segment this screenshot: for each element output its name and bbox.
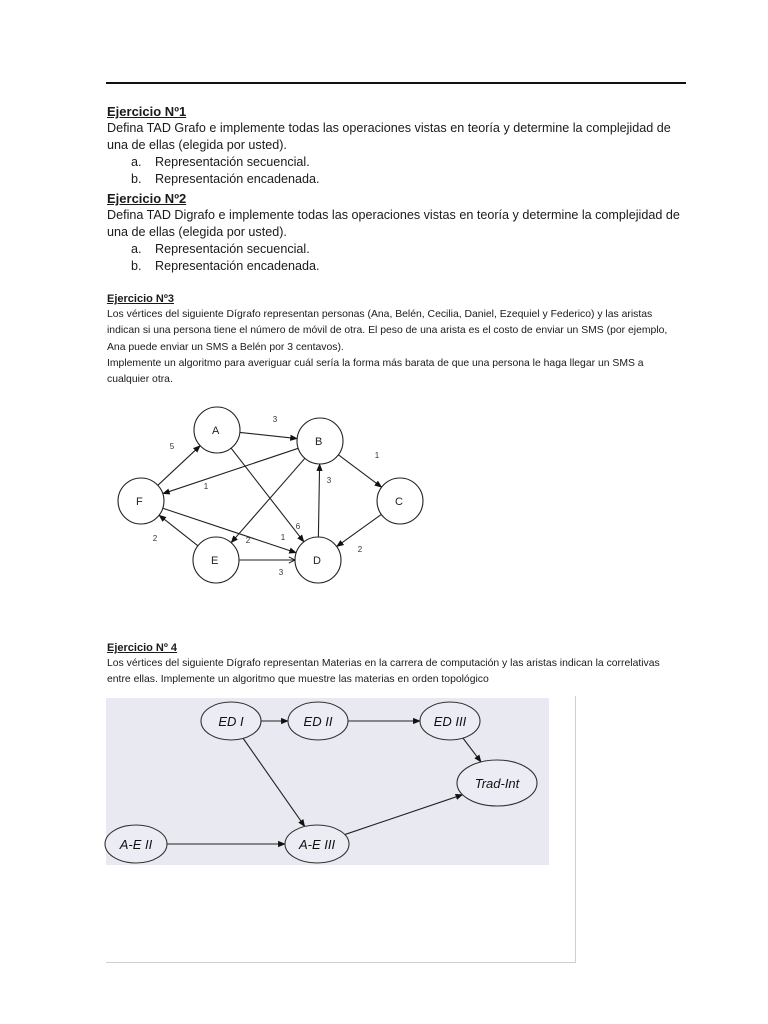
edge-A-E-III-to-Trad-Int [345, 795, 463, 835]
graph2-nodes [105, 702, 537, 863]
exercise-4-text: Los vértices del siguiente Dígrafo representan Materias en la carrera de computación y las aristas indican la correlativas entre ellas. Implemente un algoritmo que muestre las materias en orden topológico [107, 658, 660, 686]
edge-weight-F-D: 1 [280, 533, 286, 542]
course-label-ED-II: ED II [303, 714, 333, 729]
exercise-1-heading: Ejercicio Nº1 [107, 104, 187, 119]
edge-weight-B-E: 2 [245, 536, 251, 545]
exercise-2-heading: Ejercicio Nº2 [107, 191, 187, 206]
node-label-E: E [211, 555, 219, 567]
edge-weight-B-C: 1 [374, 451, 380, 460]
node-label-A: A [212, 425, 220, 437]
exercise-1-item-b: b. Representación encadenada. [131, 172, 320, 186]
edge-weight-C-D: 2 [357, 545, 363, 554]
edge-ED-III-to-Trad-Int [463, 738, 481, 762]
course-label-A-E-II: A-E II [119, 837, 153, 852]
edge-weight-D-B: 3 [326, 476, 332, 485]
edge-ED-I-to-A-E-III [243, 738, 305, 826]
edge-weight-E-F: 2 [152, 534, 158, 543]
edge-weight-A-B: 3 [272, 415, 278, 424]
exercise-1-text: Defina TAD Grafo e implemente todas las operaciones vistas en teoría y determine la complejidad de una de ellas (elegida por usted). [107, 121, 671, 152]
node-label-F: F [136, 496, 143, 508]
course-label-Trad-Int: Trad-Int [474, 776, 520, 791]
edge-weight-A-D: 6 [295, 522, 301, 531]
exercise-2-item-b: b. Representación encadenada. [131, 259, 320, 273]
node-label-D: D [313, 555, 321, 567]
course-label-A-E-III: A-E III [298, 837, 336, 852]
exercise-3-text: Los vértices del siguiente Dígrafo representan personas (Ana, Belén, Cecilia, Daniel, Ezequiel y Federico) y las aristas indican si una persona tiene el número de móvil de otra. El peso de una arista es el costo de enviar un SMS (por ejemplo, Ana puede enviar un SMS a Belén por 3 centavos). [107, 309, 668, 353]
node-label-B: B [315, 436, 323, 448]
edge-weight-F-A: 5 [169, 442, 175, 451]
exercise-4-heading: Ejercicio Nº 4 [107, 642, 178, 654]
exercise-3-heading: Ejercicio Nº3 [107, 293, 174, 305]
exercise-2-text: Defina TAD Digrafo e implemente todas las operaciones vistas en teoría y determine la complejidad de una de ellas (elegida por usted). [107, 208, 680, 239]
course-label-ED-I: ED I [218, 714, 244, 729]
edge-weight-E-D: 3 [278, 568, 284, 577]
node-label-C: C [395, 496, 403, 508]
course-label-ED-III: ED III [433, 714, 467, 729]
exercise-2-item-a: a. Representación secuencial. [131, 242, 310, 256]
edge-weight-B-F: 1 [203, 482, 209, 491]
exercise-3-text2: Implemente un algoritmo para averiguar cuál sería la forma más barata de que una persona le haga llegar un SMS a cualquier otra. [107, 357, 644, 386]
exercise-1-item-a: a. Representación secuencial. [131, 155, 310, 169]
